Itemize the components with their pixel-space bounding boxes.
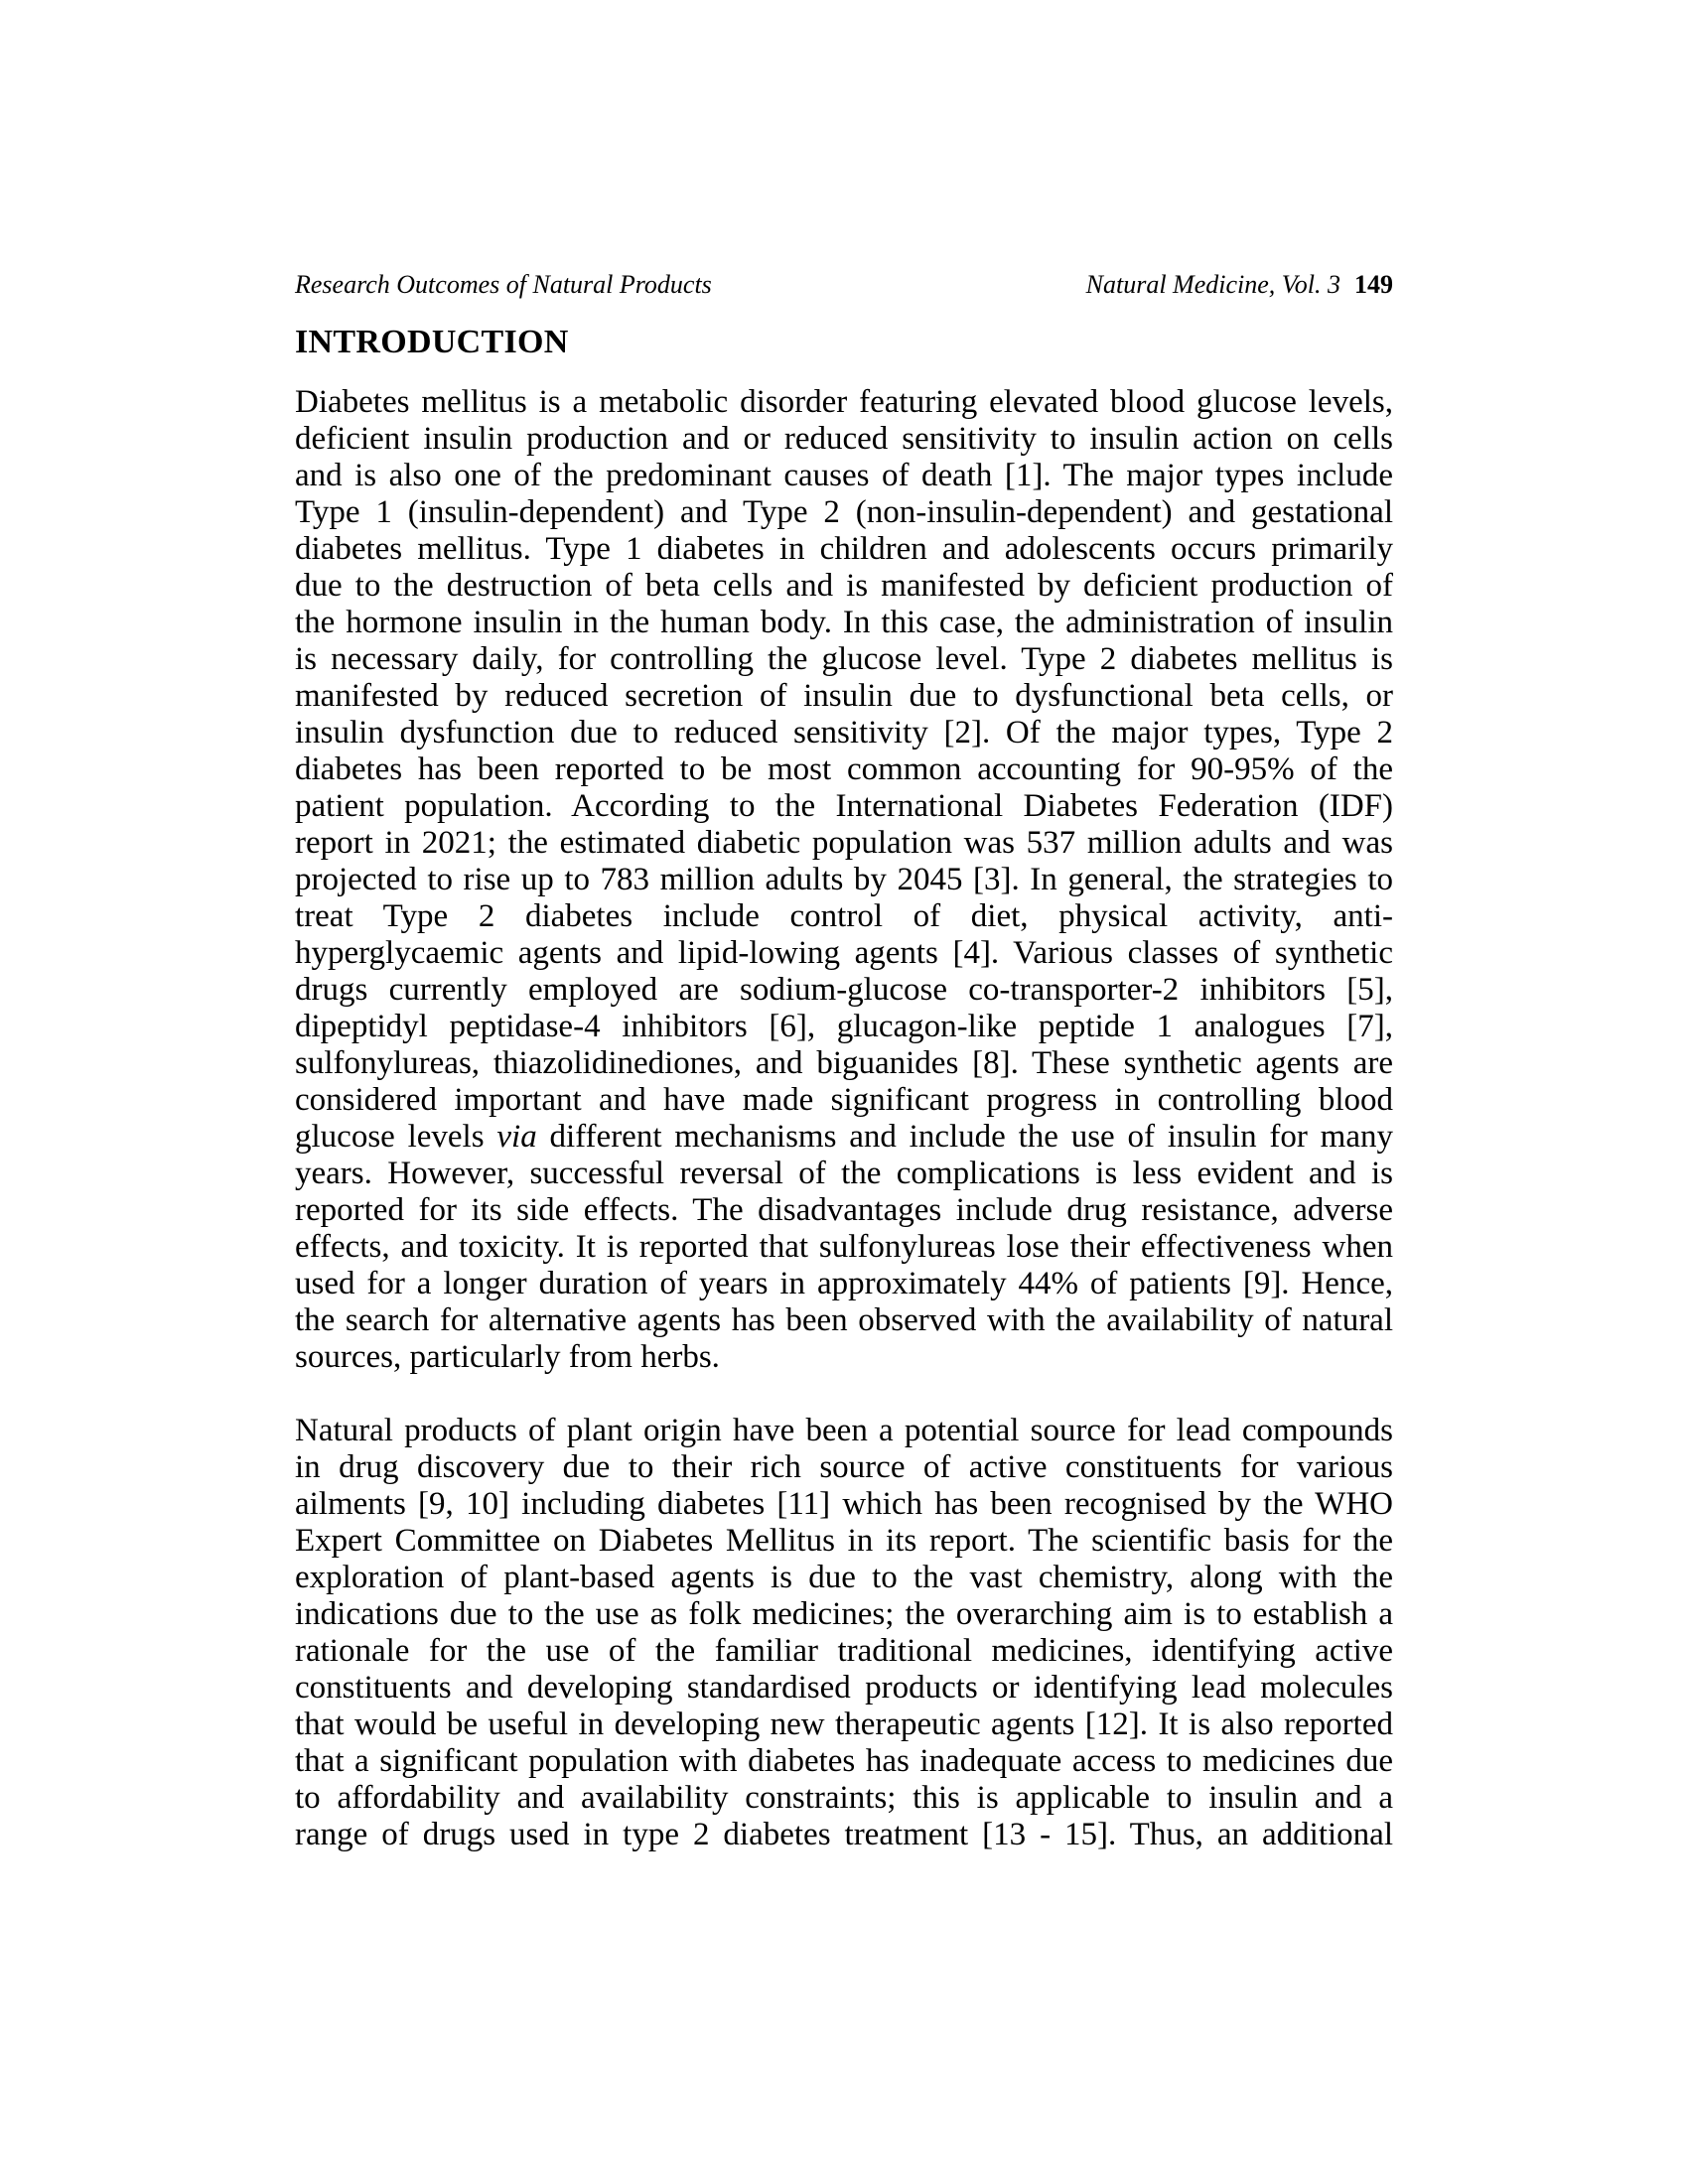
text-line: indications due to the use as folk medicines; the overarching aim is to establish a <box>295 1596 1393 1632</box>
text-line: deficient insulin production and or reduced sensitivity to insulin action on cells <box>295 421 1393 457</box>
text-line: report in 2021; the estimated diabetic population was 537 million adults and was <box>295 825 1393 861</box>
text-line: used for a longer duration of years in approximately 44% of patients [9]. Hence, <box>295 1266 1393 1301</box>
text-line: that a significant population with diabetes has inadequate access to medicines due <box>295 1743 1393 1779</box>
running-title-left: Research Outcomes of Natural Products <box>295 270 712 299</box>
section-heading: INTRODUCTION <box>295 324 569 360</box>
text-line: Diabetes mellitus is a metabolic disorder featuring elevated blood glucose levels, <box>295 384 1393 420</box>
text-line: diabetes has been reported to be most common accounting for 90-95% of the <box>295 751 1393 787</box>
text-line: rationale for the use of the familiar traditional medicines, identifying active <box>295 1633 1393 1669</box>
text-line: sulfonylureas, thiazolidinediones, and biguanides [8]. These synthetic agents are <box>295 1045 1393 1081</box>
text-line: to affordability and availability constraints; this is applicable to insulin and a <box>295 1780 1393 1816</box>
text-line: is necessary daily, for controlling the glucose level. Type 2 diabetes mellitus is <box>295 641 1393 677</box>
text-line: drugs currently employed are sodium-glucose co-transporter-2 inhibitors [5], <box>295 972 1393 1008</box>
text-line: diabetes mellitus. Type 1 diabetes in children and adolescents occurs primarily <box>295 531 1393 567</box>
text-line: years. However, successful reversal of the complications is less evident and is <box>295 1156 1393 1191</box>
text-line: that would be useful in developing new therapeutic agents [12]. It is also reported <box>295 1706 1393 1742</box>
text-line: sources, particularly from herbs. <box>295 1339 720 1375</box>
text-line: glucose levels via different mechanisms and include the use of insulin for many <box>295 1119 1393 1155</box>
text-line: projected to rise up to 783 million adults by 2045 [3]. In general, the strategies to <box>295 862 1393 897</box>
text-line: dipeptidyl peptidase-4 inhibitors [6], glucagon-like peptide 1 analogues [7], <box>295 1009 1393 1044</box>
text-line: hyperglycaemic agents and lipid-lowing agents [4]. Various classes of synthetic <box>295 935 1393 971</box>
running-title-right <box>1086 270 1393 300</box>
body-text <box>295 384 1393 1890</box>
journal-title: Natural Medicine, Vol. 3 <box>1085 270 1340 299</box>
paragraph <box>295 384 1393 1376</box>
text-line: treat Type 2 diabetes include control of diet, physical activity, anti- <box>295 898 1393 934</box>
text-line: exploration of plant-based agents is due to the vast chemistry, along with the <box>295 1560 1393 1595</box>
text-line: Natural products of plant origin have been a potential source for lead compounds <box>295 1413 1393 1448</box>
text-line: ailments [9, 10] including diabetes [11] which has been recognised by the WHO <box>295 1486 1393 1522</box>
text-line: due to the destruction of beta cells and is manifested by deficient production of <box>295 568 1393 604</box>
text-line: effects, and toxicity. It is reported that sulfonylureas lose their effectiveness when <box>295 1229 1393 1265</box>
text-line: Type 1 (insulin-dependent) and Type 2 (non-insulin-dependent) and gestational <box>295 494 1393 530</box>
text-line: reported for its side effects. The disadvantages include drug resistance, adverse <box>295 1192 1393 1228</box>
text-line: Expert Committee on Diabetes Mellitus in its report. The scientific basis for the <box>295 1523 1393 1559</box>
text-line: the search for alternative agents has been observed with the availability of natural <box>295 1302 1393 1338</box>
paragraph <box>295 1413 1393 1853</box>
text-line: range of drugs used in type 2 diabetes treatment [13 - 15]. Thus, an additional <box>295 1817 1393 1852</box>
text-line: considered important and have made significant progress in controlling blood <box>295 1082 1393 1118</box>
text-line: the hormone insulin in the human body. In this case, the administration of insulin <box>295 605 1393 640</box>
text-line: in drug discovery due to their rich source of active constituents for various <box>295 1449 1393 1485</box>
text-line: constituents and developing standardised products or identifying lead molecules <box>295 1670 1393 1706</box>
text-line: patient population. According to the International Diabetes Federation (IDF) <box>295 788 1393 824</box>
text-line: insulin dysfunction due to reduced sensitivity [2]. Of the major types, Type 2 <box>295 715 1393 751</box>
page-header <box>295 270 1393 300</box>
page-number: 149 <box>1354 270 1393 299</box>
text-line: manifested by reduced secretion of insulin due to dysfunctional beta cells, or <box>295 678 1393 714</box>
text-line: and is also one of the predominant causes of death [1]. The major types include <box>295 458 1393 493</box>
